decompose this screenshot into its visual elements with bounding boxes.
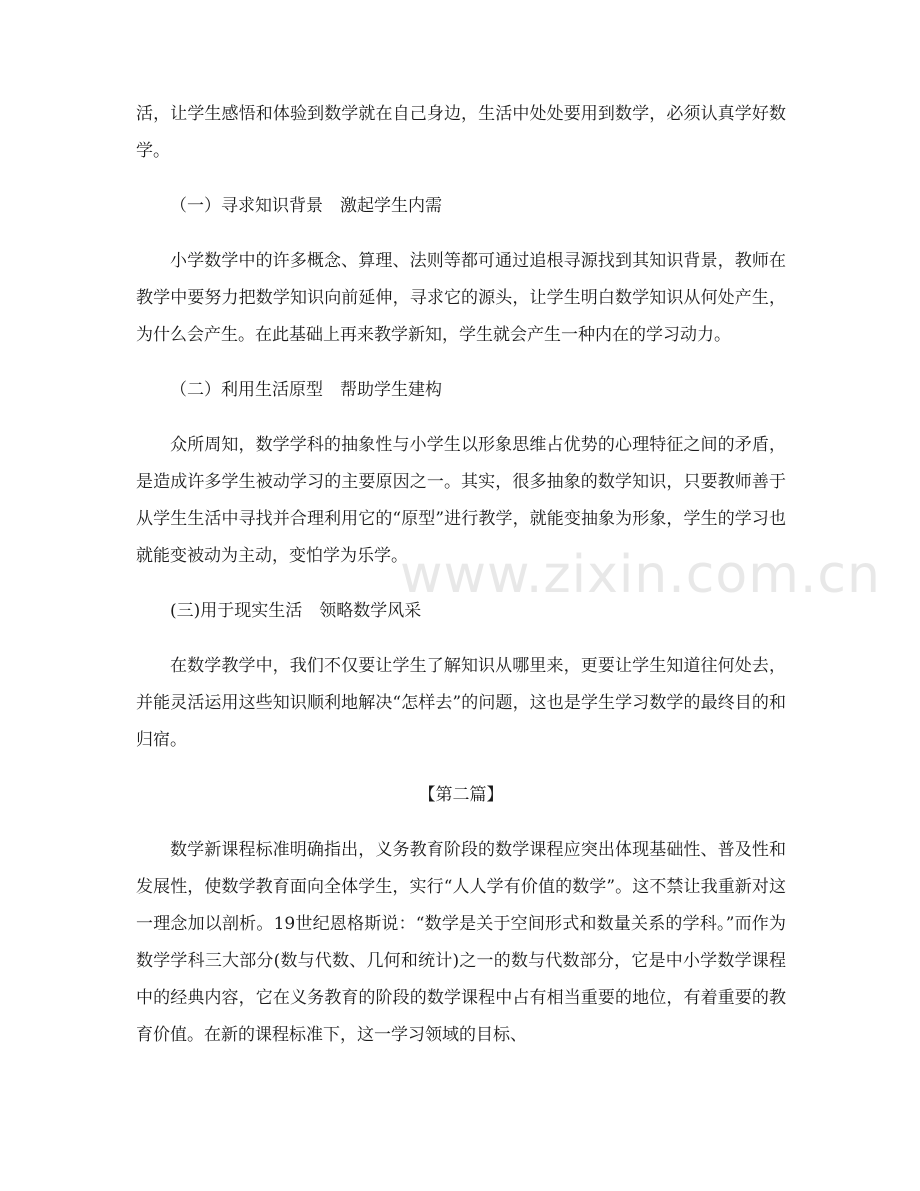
paragraph-real-life: 在数学教学中，我们不仅要让学生了解知识从哪里来，更要让学生知道往何处去，并能灵活运用这些知识顺利地解决“怎样去”的问题，这也是学生学习数学的最终目的和归宿。 — [136, 656, 786, 750]
document-body — [136, 96, 786, 1072]
section-heading-2: （二）利用生活原型 帮助学生建构 — [170, 380, 442, 400]
paragraph-intro-continuation: 活，让学生感悟和体验到数学就在自己身边，生活中处处要用到数学，必须认真学好数学。 — [136, 104, 786, 161]
watermark: www.zixin.com.cn — [400, 545, 881, 605]
paragraph-part-two: 数学新课程标准明确指出，义务教育阶段的数学课程应突出体现基础性、普及性和发展性，使数学教育面向全体学生，实行“人人学有价值的数学”。这不禁让我重新对这一理念加以剖析。19世纪恩格斯说：“数学是关于空间形式和数量关系的学科。”而作为数学学科三大部分(数与代数、几何和统计)之一的数与代数部分，它是中小学数学课程中的经典内容，它在义务教育的阶段的数学课程中占有相当重要的地位，有着重要的教育价值。在新的课程标准下，这一学习领域的目标、 — [136, 840, 786, 1045]
section-heading-3: (三)用于现实生活 领略数学风采 — [170, 601, 422, 621]
section-heading-1: （一）寻求知识背景 激起学生内需 — [170, 196, 442, 216]
paragraph-life-prototype: 众所周知，数学学科的抽象性与小学生以形象思维占优势的心理特征之间的矛盾，是造成许多学生被动学习的主要原因之一。其实，很多抽象的数学知识，只要教师善于从学生生活中寻找并合理利用它的“原型”进行教学，就能变抽象为形象，学生的学习也就能变被动为主动，变怕学为乐学。 — [136, 435, 786, 566]
paragraph-knowledge-background: 小学数学中的许多概念、算理、法则等都可通过追根寻源找到其知识背景，教师在教学中要努力把数学知识向前延伸，寻求它的源头，让学生明白数学知识从何处产生，为什么会产生。在此基础上再来教学新知，学生就会产生一种内在的学习动力。 — [136, 251, 786, 345]
part-title: 【第二篇】 — [418, 785, 504, 805]
